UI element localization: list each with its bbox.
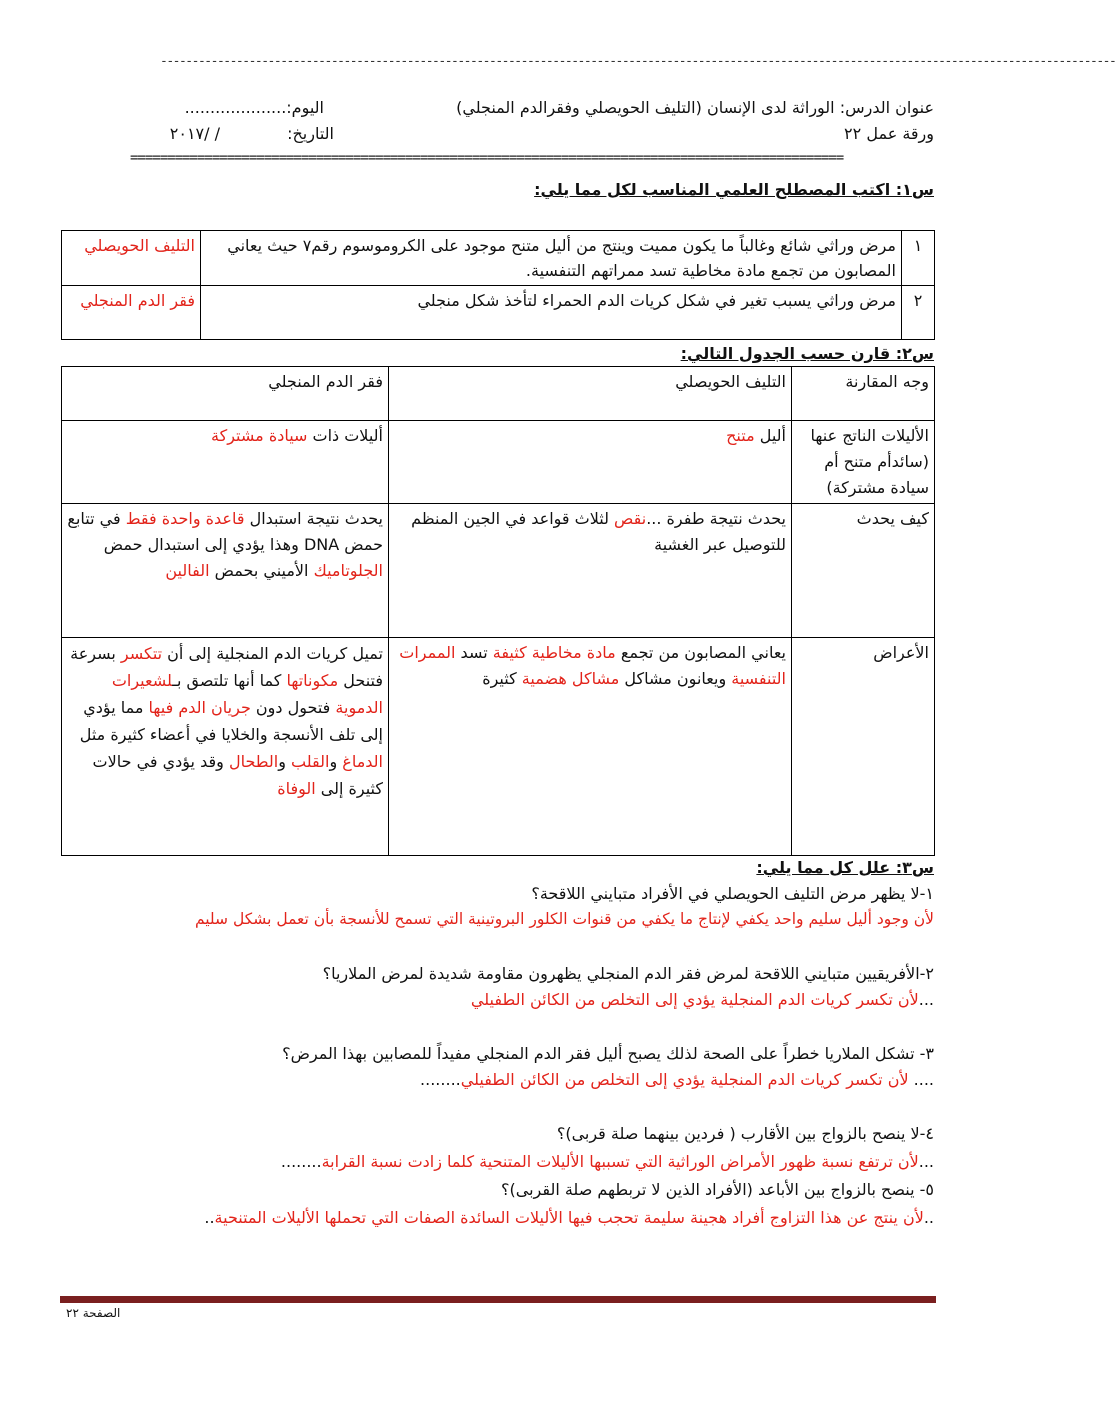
- alleles-cf: أليل متنح: [389, 421, 792, 504]
- symptoms-cf: يعاني المصابون من تجمع مادة مخاطية كثيفة تسد الممرات التنفسية ويعانون مشاكل مشاكل هضمية كثيرة: [389, 638, 792, 856]
- q1-title: س١: اكتب المصطلح العلمي المناسب لكل مما يلي:: [534, 180, 934, 199]
- q3-question-5: ٥- ينصح بالزواج بين الأباعد (الأفراد الذين لا تربطهم صلة القربى)؟: [501, 1180, 934, 1199]
- term-description: مرض وراثي يسبب تغير في شكل كريات الدم الحمراء لتأخذ شكل منجلي: [201, 286, 902, 340]
- q2-comparison-table: [61, 366, 935, 856]
- q1-table: [61, 230, 935, 340]
- header-cf: التليف الحويصلي: [389, 367, 792, 421]
- q3-answer-2: ...لأن تكسر كريات الدم المنجلية يؤدي إلى التخلص من الكائن الطفيلي: [470, 990, 934, 1009]
- alleles-label: الأليلات الناتج عنها (سائدأم متنح أم سيادة مشتركة): [792, 421, 935, 504]
- table-row: [62, 504, 935, 638]
- top-dashed-rule: -------------------------------------------------------------------------------------------------------------------------------------------------------: [160, 54, 1115, 69]
- footer-bar: [60, 1296, 936, 1303]
- header-sc: فقر الدم المنجلي: [62, 367, 389, 421]
- how-sc: يحدث نتيجة استبدال قاعدة واحدة فقط في تتابع حمض DNA وهذا يؤدي إلى استبدال حمض الجلوتاميك الأميني بحمض الفالين: [62, 504, 389, 638]
- table-header-row: [62, 367, 935, 421]
- symptoms-label: الأعراض: [792, 638, 935, 856]
- q3-question-3: ٣- تشكل الملاريا خطراً على الصحة لذلك يصبح أليل فقر الدم المنجلي مفيداً للمصابين بهذا المرض؟: [282, 1044, 934, 1063]
- row-number: ٢: [902, 286, 935, 340]
- q3-question-2: ٢-الأفريقيين متبايني اللاقحة لمرض فقر الدم المنجلي يظهرون مقاومة شديدة لمرض الملاريا؟: [322, 964, 934, 983]
- table-row: [62, 231, 935, 286]
- day-field: اليوم:....................: [184, 98, 324, 117]
- header-aspect: وجه المقارنة: [792, 367, 935, 421]
- table-row: [62, 638, 935, 856]
- term-description: مرض وراثي شائع وغالباً ما يكون مميت وينتج من أليل متنح موجود على الكروموسوم رقم٧ حيث يعاني المصابون من تجمع مادة مخاطية تسد ممراتهم التنفسية.: [201, 231, 902, 286]
- row-number: ١: [902, 231, 935, 286]
- q3-question-4: ٤-لا ينصح بالزواج بين الأقارب ( فردين بينهما صلة قربى)؟: [556, 1124, 934, 1143]
- term-answer: التليف الحويصلي: [62, 231, 201, 286]
- alleles-sc: أليلات ذات سيادة مشتركة: [62, 421, 389, 504]
- table-row: [62, 421, 935, 504]
- table-row: [62, 286, 935, 340]
- q3-question-1: ١-لا يظهر مرض التليف الحويصلي في الأفراد متبايني اللاقحة؟: [531, 884, 934, 903]
- q3-answer-1: لأن وجود أليل سليم واحد يكفي لإنتاج ما يكفي من قنوات الكلور البروتينية التي تسمح للأنسجة بأن تعمل بشكل سليم: [194, 910, 934, 928]
- lesson-title: عنوان الدرس: الوراثة لدى الإنسان (التليف الحويصلي وفقرالدم المنجلي): [456, 98, 934, 117]
- q2-title: س٢: قارن حسب الجدول التالي:: [680, 344, 934, 363]
- page-number: الصفحة ٢٢: [66, 1306, 121, 1320]
- term-answer: فقر الدم المنجلي: [62, 286, 201, 340]
- symptoms-sc: تميل كريات الدم المنجلية إلى أن تتكسر بسرعة فتنحل مكوناتها كما أنها تلتصق بـلشعيرات الدموية فتحول دون جريان الدم فيها مما يؤدي إلى تلف الأنسجة والخلايا في أعضاء كثيرة مثل الدماغ والقلب والطحال وقد يؤدي في حالات كثيرة إلى الوفاة: [62, 638, 389, 856]
- q3-answer-3: .... لأن تكسر كريات الدم المنجلية يؤدي إلى التخلص من الكائن الطفيلي........: [420, 1070, 934, 1089]
- worksheet-number: ورقة عمل ٢٢: [844, 124, 934, 143]
- header-separator: ================================================================================================: [130, 150, 844, 166]
- how-cf: يحدث نتيجة طفرة ...نقص لثلاث قواعد في الجين المنظم للتوصيل عبر الغشية: [389, 504, 792, 638]
- q3-title: س٣: علل كل مما يلي:: [756, 858, 934, 877]
- q3-answer-4: ...لأن ترتفع نسبة ظهور الأمراض الوراثية التي تسببها الأليلات المتنحية كلما زادت نسبة القرابة........: [280, 1152, 934, 1171]
- q3-answer-5: ..لأن ينتج عن هذا التزاوج أفراد هجينة سليمة تحجب فيها الأليلات السائدة الصفات التي تحملها الأليلات المتنحية..: [204, 1208, 934, 1227]
- date-value: / /٢٠١٧: [169, 124, 220, 143]
- date-label: التاريخ:: [287, 124, 334, 143]
- how-label: كيف يحدث: [792, 504, 935, 638]
